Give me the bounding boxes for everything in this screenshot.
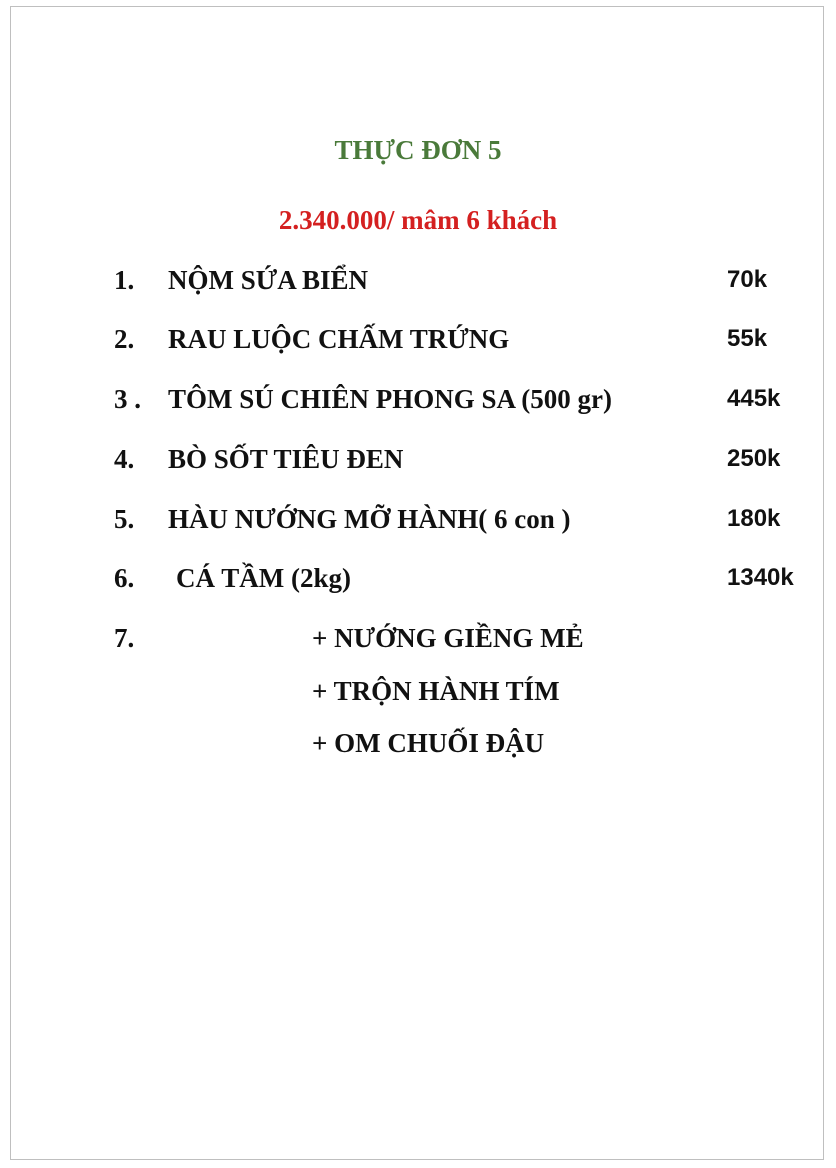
- menu-item: [0, 381, 836, 417]
- set-price: 2.340.000/ mâm 6 khách: [278, 205, 558, 235]
- item-number: 5.: [114, 504, 135, 534]
- item-number: 4.: [114, 444, 135, 474]
- menu-item: [0, 321, 836, 357]
- item-name: CÁ TẦM (2kg): [176, 563, 351, 593]
- item-number: 1.: [114, 265, 135, 295]
- item-number: 7.: [114, 623, 135, 653]
- menu-item: [0, 441, 836, 477]
- menu-item: [0, 262, 836, 298]
- item-price: 180k: [727, 505, 781, 532]
- item-number: 2.: [114, 324, 135, 354]
- item-number: 6.: [114, 563, 135, 593]
- menu-item: [0, 560, 836, 596]
- item-name: BÒ SỐT TIÊU ĐEN: [168, 444, 404, 474]
- item-name: TÔM SÚ CHIÊN PHONG SA (500 gr): [168, 384, 613, 414]
- item-price: 55k: [727, 325, 768, 352]
- menu-item: [0, 501, 836, 537]
- item-name: RAU LUỘC CHẤM TRỨNG: [168, 324, 510, 354]
- item-price: 70k: [727, 266, 768, 293]
- item7-sub-dish: + TRỘN HÀNH TÍM: [312, 676, 560, 706]
- item7-sub-dish: + OM CHUỐI ĐẬU: [312, 728, 545, 758]
- item-price: 250k: [727, 445, 781, 472]
- item-number: 3 .: [114, 384, 141, 414]
- item-name: HÀU NƯỚNG MỠ HÀNH( 6 con ): [168, 504, 571, 534]
- item-price: 1340k: [727, 564, 794, 591]
- item-name: NỘM SỨA BIỂN: [168, 265, 369, 295]
- menu-title: THỰC ĐƠN 5: [334, 135, 502, 165]
- item-price: 445k: [727, 385, 781, 412]
- item7-sub-dish: + NƯỚNG GIỀNG MẺ: [312, 623, 584, 653]
